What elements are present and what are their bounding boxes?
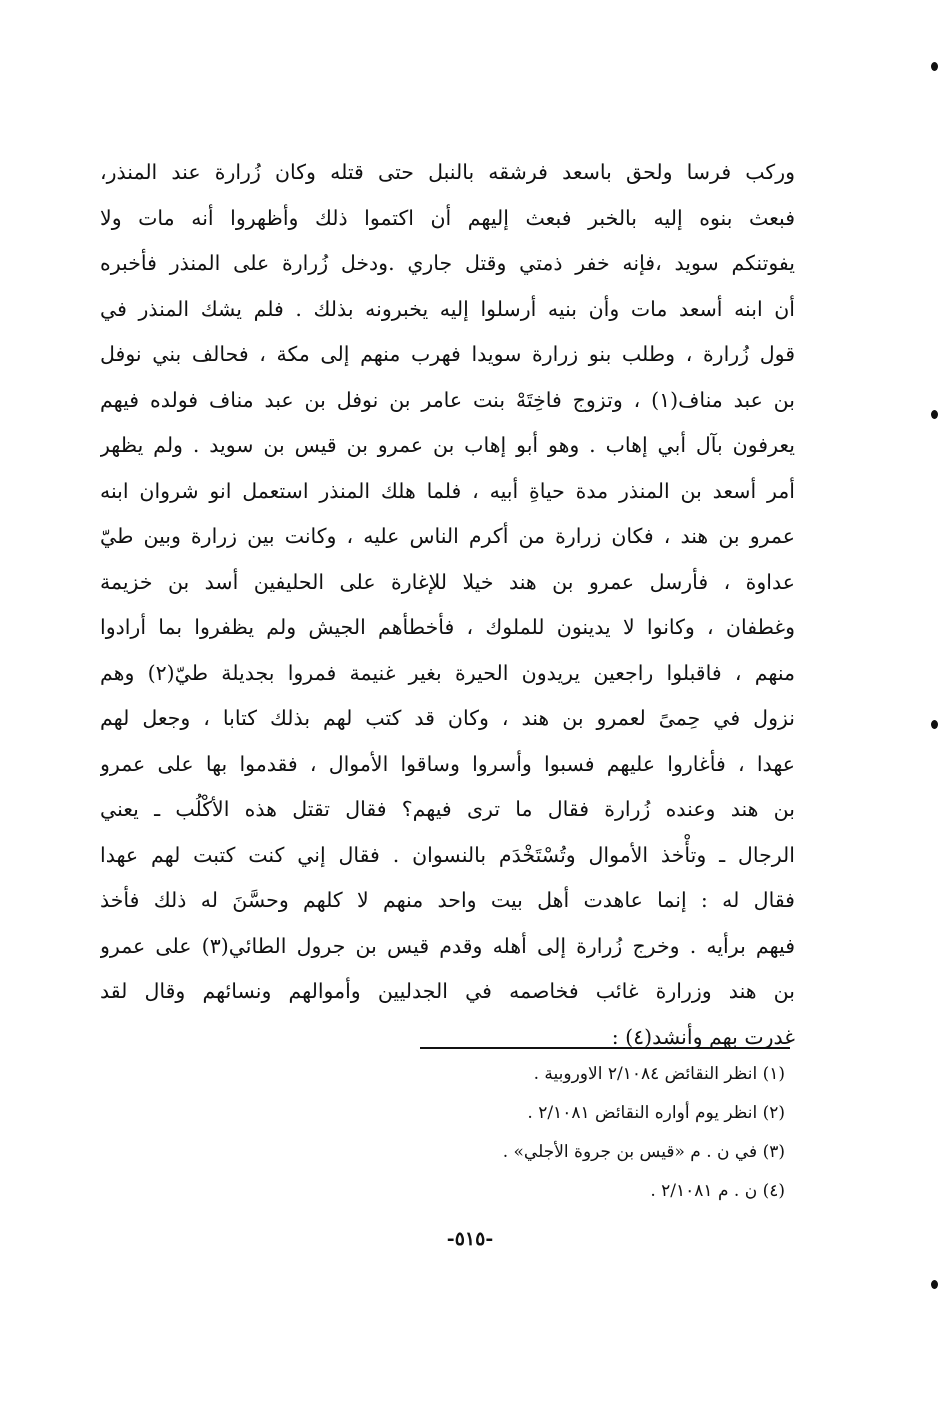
text-line: فبعث بنوه إليه بالخبر فبعث إليهم أن اكتموا ذلك وأظهروا أنه مات ولا <box>100 205 795 230</box>
text-line: بن عبد مناف(١) ، وتزوج فاخِتَهْ بنت عامر بن نوفل بن عبد مناف فولده فيهم <box>100 387 795 412</box>
scan-edge-mark <box>931 720 938 729</box>
text-line: الرجال ـ وتأْخذ الأموال وتُسْتَخْدَم بالنسوان . فقال إني كنت كتبت لهم عهدا <box>100 842 795 867</box>
text-line: قول زُرارة ، وطلب بنو زرارة سويدا فهرب منهم إلى مكة ، فحالف بني نوفل <box>100 342 795 366</box>
text-line: يفوتنكم سويد ،فإنه خفر ذمتي وقتل جاري .ودخل زُرارة على المنذر فأخبره <box>100 251 795 275</box>
text-line: منهم ، فاقبلوا راجعين يريدون الحيرة بغير غنيمة فمروا بجديلة طيّ(٢) وهم <box>100 660 795 685</box>
text-line: بن هند وعنده زُرارة فقال ما ترى فيهم؟ فقال تقتل هذه الأكْلُب ـ يعني <box>100 797 795 821</box>
footnotes-block <box>380 1055 785 1211</box>
text-line: عداوة ، فأرسل عمرو بن هند خيلا للإغارة على الحليفين أسد بن خزيمة <box>100 569 795 594</box>
text-line: فيهم برأيه . وخرج زُرارة إلى أهله وقدم قيس بن جرول الطائي(٣) على عمرو <box>100 933 795 958</box>
footnote: (٤) ن . م ٢/١٠٨١ . <box>650 1181 785 1201</box>
text-line: غدرت بهم وأنشد(٤) : <box>611 1024 795 1049</box>
footnote: (٣) في ن . م «قيس بن جروة الأجلي» . <box>502 1142 785 1162</box>
footnote-separator <box>420 1047 790 1049</box>
text-line: عمرو بن هند ، فكان زرارة من أكرم الناس عليه ، وكانت بين زرارة وبين طيّ <box>100 524 795 548</box>
text-line: وغطفان ، وكانوا لا يدينون للملوك ، فأخطأهم الجيش ولم يظفروا بما أرادوا <box>100 615 795 639</box>
main-text-block <box>100 150 795 1060</box>
text-line: أمر أسعد بن المنذر مدة حياةِ أبيه ، فلما هلك المنذر استعمل انو شروان ابنه <box>100 478 795 503</box>
scan-edge-mark <box>931 62 938 71</box>
text-line: فقال له : إنما عاهدت أهل بيت واحد منهم لا كلهم وحسَّنَ له ذلك فأخذ <box>100 888 795 912</box>
text-line: وركب فرسا ولحق باسعد فرشقه بالنبل حتى قتله وكان زُرارة عند المنذر، <box>100 160 795 184</box>
text-line: أن ابنه أسعد مات وأن بنيه أرسلوا إليه يخبرونه بذلك . فلم يشك المنذر في <box>100 296 795 321</box>
page-number: -٥١٥- <box>446 1228 494 1250</box>
text-line: عهدا ، فأغاروا عليهم فسبوا وأسروا وساقوا الأموال ، فقدموا بها على عمرو <box>100 751 795 776</box>
text-line: بن هند وزرارة غائب فخاصمه في الجدليين وأموالهم ونسائهم وقال لقد <box>100 979 795 1003</box>
text-line: نزول في حِمىً لعمرو بن هند ، وكان قد كتب لهم بذلك كتابا ، وجعل لهم <box>100 706 795 730</box>
footnote: (٢) انظر يوم أواره النقائض ٢/١٠٨١ . <box>527 1103 785 1123</box>
footnote: (١) انظر النقائض ٢/١٠٨٤ الاوروبية . <box>533 1064 785 1084</box>
text-line: يعرفون بآل أبي إهاب . وهو أبو إهاب بن عمرو بن قيس بن سويد . ولم يظهر <box>100 433 795 457</box>
scan-edge-mark <box>931 410 938 419</box>
scan-edge-mark <box>931 1280 938 1289</box>
